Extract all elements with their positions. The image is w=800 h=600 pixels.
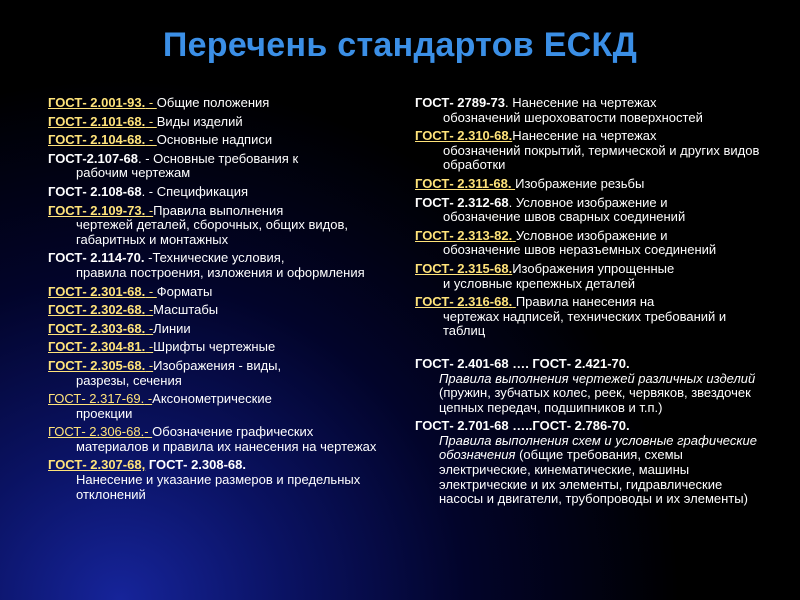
standard-entry	[48, 303, 383, 318]
standard-title-continued: обозначений шероховатости поверхностей	[443, 109, 703, 125]
page-title: Перечень стандартов ЕСКД	[162, 26, 638, 64]
standard-entry	[48, 204, 383, 248]
standard-title-continued: и условные крепежных деталей	[443, 275, 636, 291]
standard-code[interactable]: ГОСТ- 2.109-73.	[48, 202, 146, 218]
standard-separator: -	[145, 302, 154, 318]
standard-title-continued: проекции	[76, 405, 133, 421]
group-title-italic: Правила выполнения чертежей различных изделий	[439, 370, 756, 386]
standard-entry	[48, 322, 383, 337]
standard-code[interactable]: ГОСТ- 2.313-82.	[415, 227, 513, 243]
standard-code: ГОСТ- 2.114-70.	[48, 250, 145, 266]
standard-code: ГОСТ- 2.308-68.	[145, 457, 247, 473]
standard-entry	[48, 340, 383, 355]
standard-separator: . -	[137, 150, 154, 166]
standard-code[interactable]: ГОСТ- 2.001-93.	[48, 95, 146, 110]
standard-entry	[48, 392, 383, 421]
standard-group-description	[415, 434, 760, 507]
group-details: (пружин, зубчатых колес, реек, червяков, звездочек цепных передач, подшипников и т.п.)	[439, 385, 751, 415]
standard-entry	[415, 196, 760, 225]
standard-entry	[48, 425, 383, 454]
standard-title-continued: чертежей деталей, сборочных, общих видов, габаритных и монтажных	[76, 217, 348, 247]
standard-code[interactable]: ГОСТ- 2.104-68.	[48, 132, 146, 148]
standard-entry	[48, 185, 383, 200]
group-title-italic: Правила выполнения схем и условные графические обозначения	[439, 432, 757, 463]
standard-code[interactable]: ГОСТ- 2.305-68.	[48, 357, 146, 373]
standard-title: Изображения упрощенные	[512, 260, 675, 276]
standard-title-continued: обозначение швов сварных соединений	[443, 209, 686, 225]
spacer	[415, 343, 760, 357]
standard-code[interactable]: ГОСТ- 2.307-68,	[48, 457, 146, 473]
standard-title: Изображение резьбы	[515, 175, 645, 191]
standard-separator: .	[508, 194, 516, 210]
standard-separator: -	[145, 95, 157, 110]
standard-title: Основные требования к	[153, 150, 299, 166]
standard-title-continued: обозначений покрытий, термической и других видов обработки	[443, 142, 760, 173]
standard-entry	[48, 458, 383, 502]
standard-entry	[48, 359, 383, 388]
standard-entry	[48, 133, 383, 148]
standard-code[interactable]: ГОСТ- 2.317-69.	[48, 391, 145, 407]
standard-title: Изображения - виды,	[153, 357, 282, 373]
standard-code: ГОСТ- 2789-73	[415, 95, 505, 110]
left-column	[48, 96, 383, 506]
standard-separator: -	[145, 339, 154, 355]
standard-title: Нанесение на чертежах	[512, 128, 657, 144]
standard-entry	[415, 229, 760, 258]
standard-code[interactable]: ГОСТ- 2.306-68.	[48, 424, 145, 440]
standard-code[interactable]: ГОСТ- 2.101-68.	[48, 113, 146, 129]
standard-code: ГОСТ- 2.312-68	[415, 194, 509, 210]
standard-separator: -	[145, 320, 154, 336]
standard-title: Технические условия,	[152, 250, 285, 266]
standard-separator: -	[145, 132, 157, 148]
standard-entry	[415, 262, 760, 291]
standard-code[interactable]: ГОСТ- 2.316-68.	[415, 294, 513, 310]
standard-title-continued: чертежах надписей, технических требований и таблиц	[443, 308, 727, 339]
standard-separator: -	[145, 283, 157, 299]
standard-separator: -	[145, 357, 154, 373]
standard-title: Общие положения	[156, 95, 270, 110]
standard-title: Основные надписи	[156, 132, 273, 148]
standard-title-continued: Нанесение и указание размеров и предельных отклонений	[76, 472, 361, 502]
standard-entry	[48, 152, 383, 181]
standard-entry	[48, 115, 383, 130]
standard-entry	[415, 177, 760, 192]
standard-title: Условное изображение и	[515, 227, 668, 243]
standard-separator: .	[504, 95, 513, 110]
group-details: (общие требования, схемы электрические, кинематические, машины электрические и их элементы, гидравлические насосы и двигатели, трубопроводы и их элементы)	[439, 447, 748, 507]
standard-entry	[48, 251, 383, 280]
standard-separator: . -	[141, 183, 157, 199]
standard-title: Обозначение графических	[152, 424, 314, 440]
standard-title: Правила нанесения на	[515, 294, 655, 310]
standard-title: Нанесение на чертежах	[512, 95, 657, 110]
standard-title-continued: рабочим чертежам	[76, 165, 191, 181]
standard-title: Спецификация	[156, 183, 249, 199]
standard-code: ГОСТ- 2.108-68	[48, 183, 142, 199]
standard-title-continued: разрезы, сечения	[76, 372, 182, 388]
standard-code[interactable]: ГОСТ- 2.301-68.	[48, 283, 146, 299]
standard-separator: -	[145, 202, 154, 218]
standard-title: Масштабы	[153, 302, 219, 318]
standard-code[interactable]: ГОСТ- 2.310-68.	[415, 128, 513, 144]
standard-title: Условное изображение и	[515, 194, 668, 210]
standard-group	[415, 357, 760, 415]
standard-group	[415, 419, 760, 507]
standard-separator: -	[144, 391, 153, 407]
standard-code[interactable]: ГОСТ- 2.304-81.	[48, 339, 146, 355]
standard-code[interactable]: ГОСТ- 2.303-68.	[48, 320, 146, 336]
standard-title-continued: материалов и правила их нанесения на чертежах	[76, 438, 377, 454]
standard-range: ГОСТ- 2.401-68 …. ГОСТ- 2.421-70.	[415, 355, 630, 371]
standard-title: Виды изделий	[156, 113, 243, 129]
standard-group-description	[415, 372, 760, 416]
standard-code[interactable]: ГОСТ- 2.311-68.	[415, 175, 512, 191]
standard-range: ГОСТ- 2.701-68 …..ГОСТ- 2.786-70.	[415, 418, 630, 434]
right-column	[415, 96, 760, 511]
standard-code: ГОСТ-2.107-68	[48, 150, 138, 166]
standard-entry	[415, 295, 760, 339]
standard-title: Шрифты чертежные	[153, 339, 276, 355]
standard-code[interactable]: ГОСТ- 2.315-68.	[415, 260, 513, 276]
standard-title: Правила выполнения	[153, 202, 284, 218]
standard-title: Аксонометрические	[152, 391, 272, 407]
standard-entry	[415, 129, 760, 173]
standard-title: Форматы	[156, 283, 213, 299]
standard-title: Линии	[153, 320, 191, 336]
standard-title-continued: обозначение швов неразъемных соединений	[443, 242, 717, 258]
standard-separator: -	[144, 250, 153, 266]
standard-code[interactable]: ГОСТ- 2.302-68.	[48, 302, 146, 318]
standard-entry	[48, 96, 383, 111]
standard-separator: -	[145, 113, 157, 129]
standard-entry	[48, 285, 383, 300]
standard-separator: -	[144, 424, 153, 440]
standard-entry	[415, 96, 760, 125]
standard-title-continued: правила построения, изложения и оформления	[76, 264, 365, 280]
